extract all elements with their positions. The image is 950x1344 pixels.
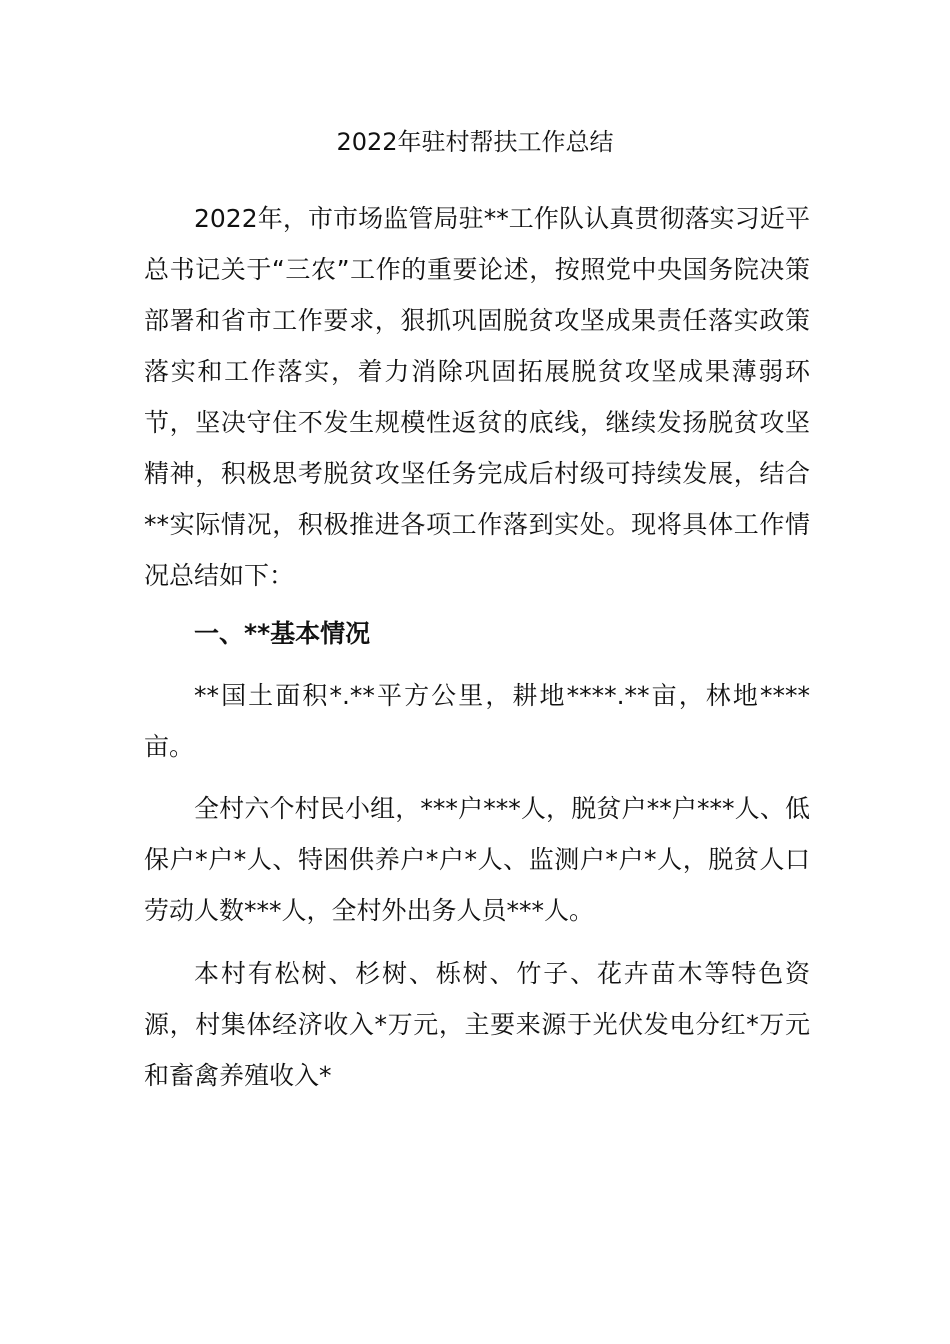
section-heading: 一、**基本情况 [194, 619, 371, 648]
land-area-paragraph: **国土面积*.**平方公里，耕地****.**亩，林地****亩。 [144, 681, 810, 761]
population-paragraph: 全村六个村民小组，***户***人，脱贫户**户***人、低保户*户*人、特困供养户*户*人、监测户*户*人，脱贫人口劳动人数***人，全村外出务人员***人。 [144, 794, 810, 925]
document-title: 2022年驻村帮扶工作总结 [336, 128, 614, 156]
intro-paragraph: 2022年，市市场监管局驻**工作队认真贯彻落实习近平总书记关于“三农”工作的重要论述，按照党中央国务院决策部署和省市工作要求，狠抓巩固脱贫攻坚成果责任落实政策落实和工作落实，着力消除巩固拓展脱贫攻坚成果薄弱环节，坚决守住不发生规模性返贫的底线，继续发扬脱贫攻坚精神，积极思考脱贫攻坚任务完成后村级可持续发展，结合**实际情况，积极推进各项工作落到实处。现将具体工作情况总结如下： [144, 204, 810, 590]
resources-paragraph: 本村有松树、杉树、栎树、竹子、花卉苗木等特色资源，村集体经济收入*万元，主要来源于光伏发电分红*万元和畜禽养殖收入* [144, 959, 810, 1090]
